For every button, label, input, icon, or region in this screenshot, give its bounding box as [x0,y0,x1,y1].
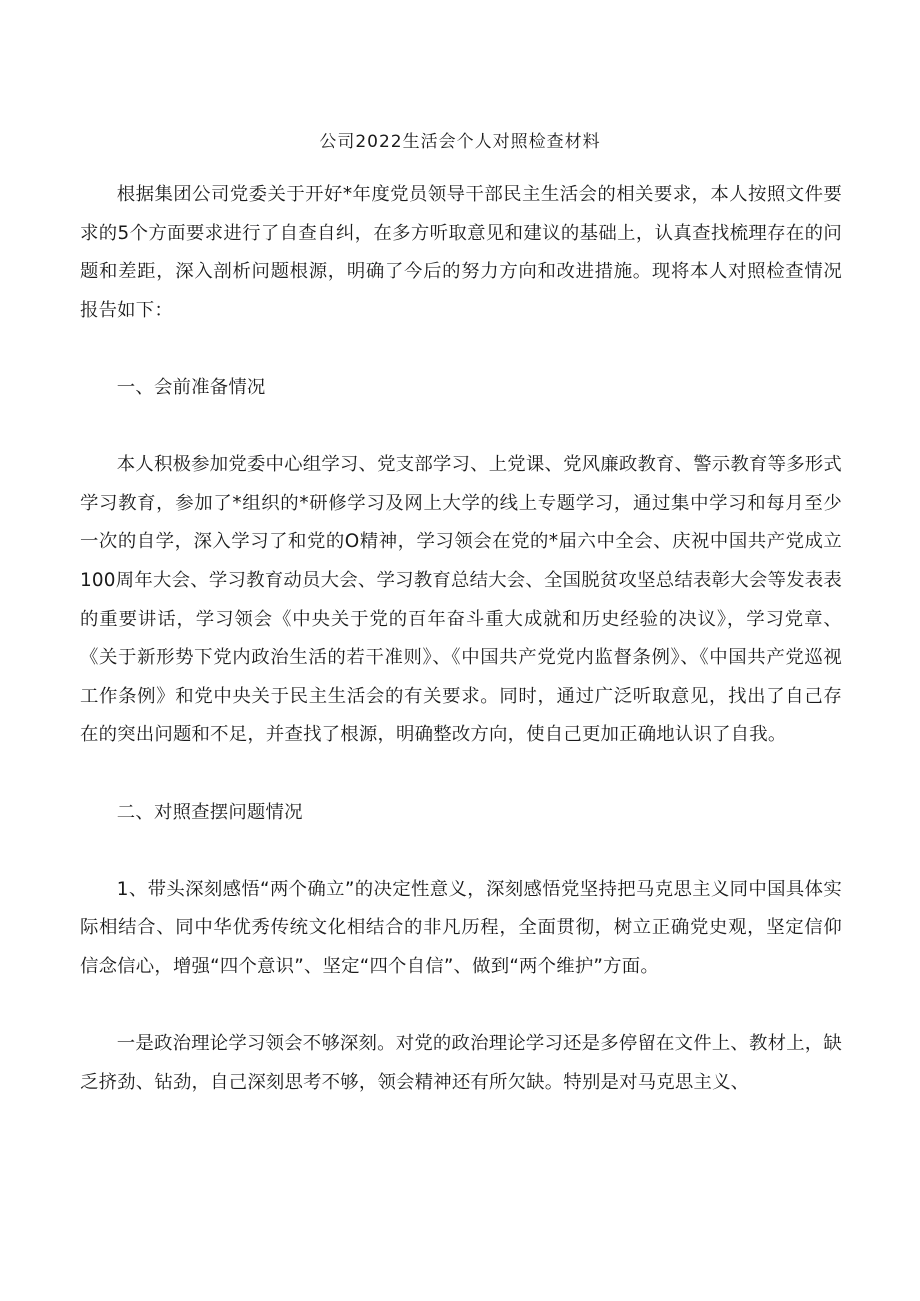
paragraph-preparation: 本人积极参加党委中心组学习、党支部学习、上党课、党风廉政教育、警示教育等多形式学习教育，参加了*组织的*研修学习及网上大学的线上专题学习，通过集中学习和每月至少一次的自学，深入学习了和党的O精神，学习领会在党的*届六中全会、庆祝中国共产党成立100周年大会、学习教育动员大会、学习教育总结大会、全国脱贫攻坚总结表彰大会等发表表的重要讲话，学习领会《中央关于党的百年奋斗重大成就和历史经验的决议》，学习党章、《关于新形势下党内政治生活的若干准则》、《中国共产党党内监督条例》、《中国共产党巡视工作条例》和党中央关于民主生活会的有关要求。同时，通过广泛听取意见，找出了自己存在的突出问题和不足，并查找了根源，明确整改方向，使自己更加正确地认识了自我。 [80,454,842,746]
document-body [80,176,842,1141]
section-heading-problems: 二、对照查摆问题情况 [116,801,303,823]
document-title: 公司2022生活会个人对照检查材料 [319,132,601,152]
paragraph-point-1: 一是政治理论学习领会不够深刻。对党的政治理论学习还是多停留在文件上、教材上，缺乏挤劲、钻劲，自己深刻思考不够，领会精神还有所欠缺。特别是对马克思主义、 [80,1033,842,1093]
paragraph-item-1: 1、带头深刻感悟“两个确立”的决定性意义，深刻感悟党坚持把马克思主义同中国具体实际相结合、同中华优秀传统文化相结合的非凡历程，全面贯彻，树立正确党史观，坚定信仰信念信心，增强“四个意识”、坚定“四个自信”、做到“两个维护”方面。 [80,878,842,977]
section-heading-preparation: 一、会前准备情况 [116,376,266,398]
paragraph-intro: 根据集团公司党委关于开好*年度党员领导干部民主生活会的相关要求，本人按照文件要求的5个方面要求进行了自查自纠，在多方听取意见和建议的基础上，认真查找梳理存在的问题和差距，深入剖析问题根源，明确了今后的努力方向和改进措施。现将本人对照检查情况报告如下： [80,184,842,321]
